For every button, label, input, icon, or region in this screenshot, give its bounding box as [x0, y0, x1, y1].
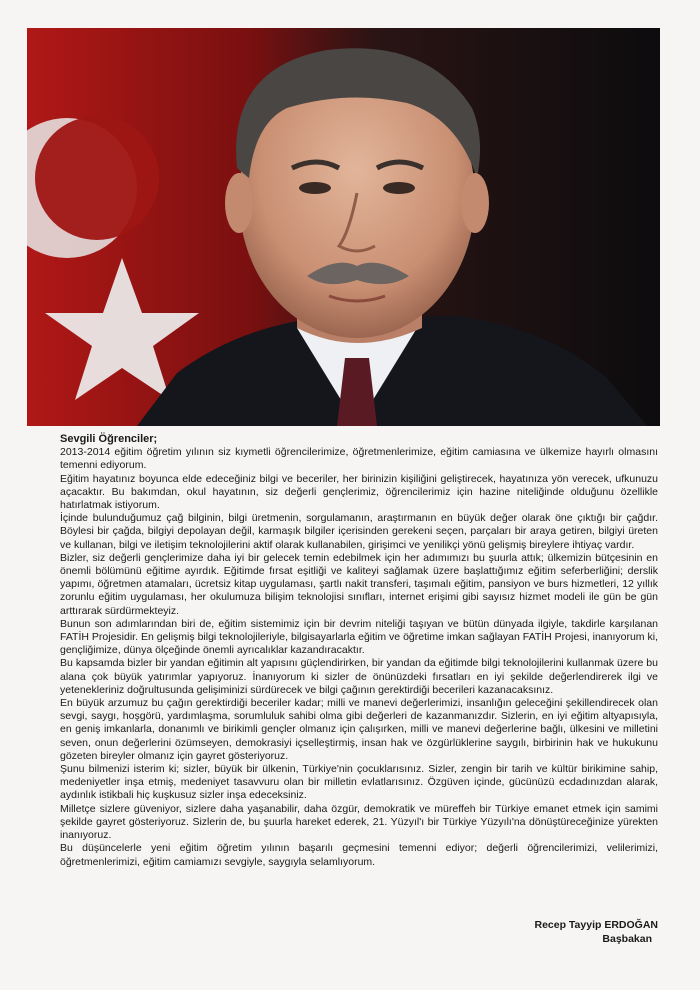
signatory-name: Recep Tayyip ERDOĞAN	[534, 919, 658, 931]
portrait-photo	[27, 28, 660, 426]
signatory-title: Başbakan	[602, 933, 652, 945]
greeting: Sevgili Öğrenciler;	[60, 433, 158, 445]
paragraph: Eğitim hayatınız boyunca elde edeceğiniz bilgi ve beceriler, her birinizin kişiliğini geliştirecek, hayatınıza yön verecek, ufkunuzu açacaktır. Bu bakımdan, okul hayatının, siz değerli gençlerimiz, öğrencilerimiz için hazine niteliğinde olduğunu özellikle hatırlatmak istiyorum.	[60, 472, 658, 512]
right-eye	[383, 182, 415, 194]
paragraph: 2013-2014 eğitim öğretim yılının siz kıymetli öğrencilerimize, öğretmenlerimize, eğitim camiasına ve ülkemize hayırlı olmasını temenni ediyorum.	[60, 446, 658, 472]
signature-block	[534, 918, 658, 946]
paragraph: Bu kapsamda bizler bir yandan eğitimin alt yapısını güçlendirirken, bir yandan da eğitimde bilgi teknolojilerini kullanmak üzere bu alana çok büyük yatırımlar yapıyoruz. İnanıyorum ki sizler de önünüzdeki fırsatları en iyi şekilde değerlendirerek ilgi ve yetenekleriniz doğrultusunda gelişiminizi sürdürecek ve bilgi çağının gerektirdiği becerileri kazanacaksınız.	[60, 657, 658, 696]
paragraph: En büyük arzumuz bu çağın gerektirdiği beceriler kadar; milli ve manevi değerlerimizi, insanlığın geleceğini şekillendirecek olan sevgi, saygı, hoşgörü, yardımlaşma, sorumluluk sahibi olma gibi değerleri de kazanmanızdır. Sizlerin, en iyi eğitim altyapısıyla, en geniş imkanlarla, donanımlı ve birikimli gençler olmanız için çalışırken, milli ve manevi değerlerine bağlı, ülkesini ve milletini seven, onun değerlerini özümseyen, demokrasiyi içselleştirmiş, insan hak ve özgürlüklerine saygılı, birbirinin hak ve hukukunu gözeten bireyler olmanız için gayret gösteriyoruz.	[60, 697, 658, 762]
paragraph: İçinde bulunduğumuz çağ bilginin, bilgi üretmenin, sorgulamanın, araştırmanın en büyük değer olarak öne çıktığı bir çağdır. Böylesi bir çağda, bilgiyi depolayan değil, karmaşık bilgiler içerisinden gerekeni seçen, parçaları bir araya getiren, bilgiyi üreten ve kullanan, bilgi ve iletişim teknolojilerini aktif olarak kullanabilen, girişimci ve yenilikçi yönü gelişmiş bireylere ihtiyaç vardır.	[60, 512, 658, 551]
portrait-illustration	[27, 28, 660, 426]
left-eye	[299, 182, 331, 194]
letter-body	[60, 433, 658, 869]
paragraph: Bizler, siz değerli gençlerimize daha iyi bir gelecek temin edebilmek için her adımımızı bu şuurla attık; ülkemizin bütçesinin en önemli bölümünü eğitime ayırdık. Eğitimde fırsat eşitliği ve kaliteyi sağlamak üzere başlattığımız eğitim seferberliğini; derslik yapımı, öğretmen atamaları, ücretsiz kitap uygulaması, şartlı nakit transferi, taşımalı eğitim, pansiyon ve burs hizmetleri, 12 yıllık zorunlu eğitim uygulaması, her okulumuza bilişim teknolojisi sınıfları, internet erişimi gibi sayısız hizmet modeli ile gün be gün arttırarak sürdürmekteyiz.	[60, 551, 658, 617]
paragraph: Bu düşüncelerle yeni eğitim öğretim yılının başarılı geçmesini temenni ediyor; değerli öğrencilerimizi, velilerimizi, öğretmenlerimizi, eğitim camiamızı sevgiyle, saygıyla selamlıyorum.	[60, 842, 658, 868]
paragraph: Bunun son adımlarından biri de, eğitim sistemimiz için bir devrim niteliği taşıyan ve bütün dünyada ilgiyle, takdirle karşılanan FATİH Projesidir. En gelişmiş bilgi teknolojileriyle, bilgisayarlarla eğitim ve öğretime imkan sağlayan FATİH Projesi, inanıyorum ki, gençliğimize, dünya ölçeğinde önemli ayrıcalıklar kazandıracaktır.	[60, 617, 658, 657]
paragraph: Milletçe sizlere güveniyor, sizlere daha yaşanabilir, daha özgür, demokratik ve müreffeh bir Türkiye emanet etmek için samimi şekilde gayret gösteriyoruz. Sizlerin de, bu şuurla hareket ederek, 21. Yüzyıl'ı bir Türkiye Yüzyılı'na dönüştüreceğinize yürekten inanıyoruz.	[60, 802, 658, 842]
paragraph: Şunu bilmenizi isterim ki; sizler, büyük bir ülkenin, Türkiye'nin çocuklarısınız. Sizler, zengin bir tarih ve kültür birikimine sahip, medeniyetler inşa etmiş, medeniyet tasavvuru olan bir milletin evlatlarısınız. Özgüven içinde, gücünüzü ecdadınızdan alarak, aydınlık istikbali hiç kuşkusuz sizler inşa edeceksiniz.	[60, 763, 658, 802]
